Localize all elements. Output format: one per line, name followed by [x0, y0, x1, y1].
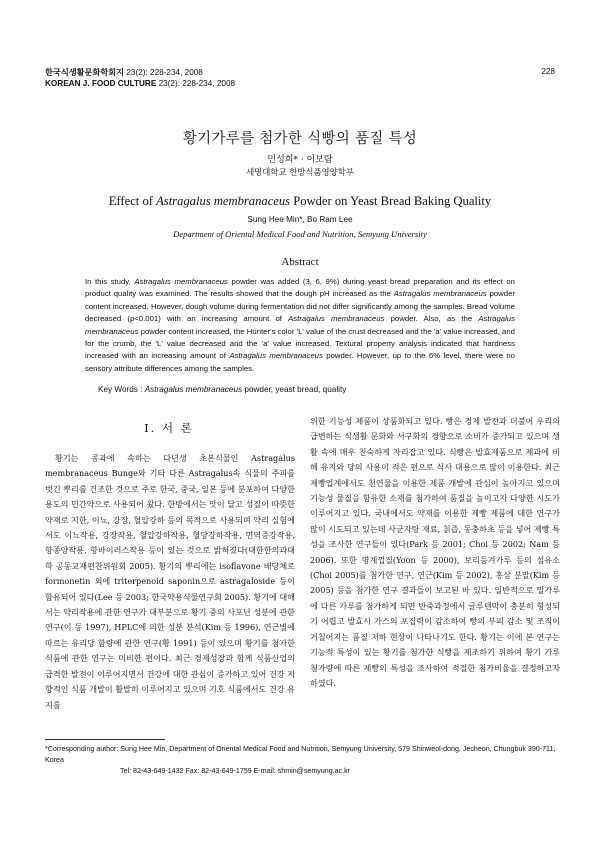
abstract-species: Astragalus membranaceus [85, 314, 515, 336]
abstract-text [85, 276, 515, 375]
body-column-left [45, 451, 295, 713]
footnote-author-line: *Corresponding author: Sung Hee Min, Department of Oriental Medical Food and Nutrition, Semyung University, 579 Shinweol-dong, Jecheon, Chungbuk 390-711, Korea [45, 745, 556, 764]
abstract-heading: Abstract [281, 256, 319, 268]
paper-title-kr: 황기가루를 첨가한 식빵의 품질 특성 [182, 131, 418, 147]
abstract-part: powder. Also, as the [384, 314, 479, 324]
title-en-species: Astragalus membranaceus [156, 194, 291, 208]
abstract-part: powder content increased. However, dough volume during fermentation did not differ significantly among the samples. Bread volume decreased (p<0.001) with an increasing amount of [85, 289, 515, 324]
body-column-right [310, 414, 560, 691]
affiliation-en: Department of Oriental Medical Food and Nutrition, Semyung University [173, 229, 427, 239]
page-number: 228 [541, 67, 555, 76]
intro-paragraph-continued: 위한 기능성 제품이 상품화되고 있다. 빵은 경제 발전과 더불어 우리의 급변하는 식생활 문화와 서구화의 경향으로 소비가 증가되고 있으며 생활 속에 매우 친숙하게 자리잡고 있다. 식빵은 발효제품으로 제과에 비해 유지와 당의 사용이 적은 편으로 식사 대용으로 많이 이용한다. 최근 제빵업계에서도 천연물을 이용한 제품 개발에 관심이 높아지고 있으며 기능성 물질을 함유한 소재를 첨가하여 품질을 높이고자 다양한 시도가 이루어지고 있다. 국내에서도 약재를 이용한 제빵 제품에 대한 연구가 많이 시도되고 있는데 사군자탕 재료, 칡즙, 동충하초 등을 넣어 제빵 특성을 조사한 연구들이 있다(Park 등 2001; Choi 등 2002; Nam 등 2006). 또한 명계껍질(Yoon 등 2000), 보리등겨가루 등의 섬유소(Choi 2005)를 첨가한 연구, 연근(Kim 등 2002), 홍삼 분말(Kim 등 2005) 등을 첨가한 연구 결과들이 보고된 바 있다. 일반적으로 밀가루에 다른 가루를 첨가하게 되면 반죽과정에서 글루텐막이 충분히 형성되기 어렵고 발효시 가스의 포집력이 감소하여 빵의 부피 감소 및 조직이 거칠어지는 품질 저하 현상이 나타나기도 한다. 황기는 이에 본 연구는 기능적 특성이 있는 황기를 첨가한 식빵을 제조하기 위하여 황기 가루 첨가량에 따른 제빵의 특성을 조사하여 적절한 첨가비율을 결정하고자 하였다. [310, 416, 560, 688]
corresponding-author-footnote [45, 744, 560, 777]
journal-name-kr: 한국식생활문화학회지 [45, 68, 125, 77]
authors-en: Sung Hee Min*, Bo Ram Lee [247, 215, 353, 224]
abstract-species: Astragalus membranaceus [229, 351, 323, 361]
section-heading-introduction: I. 서 론 [144, 421, 194, 435]
keywords-rest: powder, yeast bread, quality [242, 385, 347, 394]
journal-name-en: KOREAN J. FOOD CULTURE [45, 79, 157, 88]
journal-volume-kr: 23(2): 228-234, 2008 [126, 68, 203, 77]
authors-kr: 민성희* · 이보람 [267, 155, 333, 165]
abstract-part: In this study, [85, 277, 135, 286]
title-en-suffix: Powder on Yeast Bread Baking Quality [290, 194, 492, 208]
footnote-divider [45, 739, 165, 740]
abstract-species: Astragalus membranaceus [288, 314, 385, 324]
keywords-species: Astragalus membranaceus [144, 385, 243, 394]
keywords-label: Key Words : [98, 385, 145, 394]
keywords [98, 385, 346, 394]
abstract-part: powder content increased, the Hunter's color 'L' value of the crust decreased and the 'a' value increased, and for the crumb, the 'L' value decreased and the 'a' value increased. Textural property analysis indicated that hardness increased with an increasing amount of [85, 326, 515, 361]
abstract-species: Astragalus membranaceus [393, 289, 487, 299]
paper-title-en [0, 194, 600, 209]
abstract-part: powder. However, up to the 6% level, there were no sensory attribute differences among the samples. [85, 351, 515, 373]
abstract-species: Astragalus membranaceus [134, 277, 228, 286]
journal-header [45, 67, 235, 89]
abstract-part: powder was added (3, 6, 9%) during yeast bread preparation and its effect on product quality was examined. The results showed that the dough pH increased as the [85, 277, 515, 299]
journal-volume-en: 23(2): 228-234, 2008 [158, 79, 236, 88]
affiliation-kr: 세명대학교 한방식품영양학부 [246, 167, 354, 177]
intro-paragraph: 황기는 콩과에 속하는 다년생 초본식물인 Astragalus membranaceus Bunge와 기타 다른 Astragalus속 식물의 주피를 벗긴 뿌리를 건조한 것으로 주로 한국, 중국, 일본 등에 분포하여 다양한 용도의 민간약으로 사용되어 왔다. 한방에서는 맛이 달고 성질이 따뜻한 약재로 지한, 이뇨, 강장, 혈압강하 등의 목적으로 사용되며 약리 실험에서도 이뇨작용, 강장작용, 혈압강하작용, 혈당강하작용, 면역증강작용, 항종양작용, 항바이러스작용 등이 있는 것으로 밝혀졌다(대한한의과대학 공동교재편찬위원회 2005). 황기의 뿌리에는 isoflavone 배당체로 formonetin 외에 triterpenoid saponin으로 astragaloside 등이 함유되어 있다(Lee 등 2003; 한국약용식물연구회 2005). 황기에 대해서는 약리작용에 관한 연구가 대부분으로 황기 중의 사포닌 성분에 관한 연구(이 등 1997), HPLC에 의한 성분 분석(Kim 등 1996), 연근별에 따르는 유리당 함량에 관한 연구(황 1991) 등이 있으며 황기를 첨가한 식품에 관한 연구는 미비한 편이다. 최근 경제성장과 함께 식품산업의 급격한 발전이 이루어지면서 건강에 대한 관심이 증가하고 있어 건강 지향적인 식품 개발이 활발히 이루어지고 있으며 기호 식품에서도 건강 유지를 [45, 453, 295, 710]
title-en-prefix: Effect of [108, 194, 157, 208]
footnote-contact-line: Tel: 82-43-649-1432 Fax: 82-43-649-1759 E-mail: shmin@semyung.ac.kr [120, 767, 350, 775]
